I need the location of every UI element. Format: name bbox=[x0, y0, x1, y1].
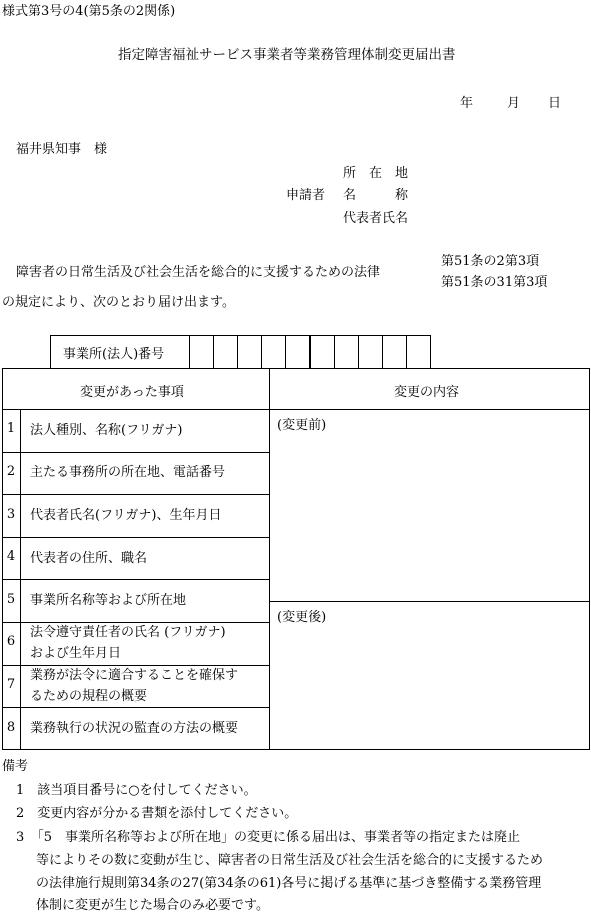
item-label-line: 業務が法令に適合することを確保す bbox=[30, 668, 239, 683]
law-article-1: 第51条の2第3項 bbox=[441, 254, 540, 269]
office-number-digit-box[interactable] bbox=[406, 335, 431, 369]
office-number-label: 事業所(法人)番号 bbox=[63, 347, 165, 362]
office-number-digit-box[interactable] bbox=[213, 335, 238, 369]
item-label-line: るための規程の概要 bbox=[30, 689, 148, 704]
item-label bbox=[30, 622, 226, 664]
date-year: 年 bbox=[460, 96, 474, 111]
note-2: 2 変更内容が分かる書類を添付してください。 bbox=[16, 806, 298, 821]
item-number: 1 bbox=[6, 421, 16, 436]
note-3-line-2: 等によりその数に変動が生じ、障害者の日常生活及び社会生活を総合的に支援するため bbox=[36, 853, 544, 868]
note-3-line-3: の法律施行規則第34条の27(第34条の61)各号に掲げる基準に基づき整備する業務管理 bbox=[36, 876, 542, 891]
item-label bbox=[30, 718, 238, 739]
office-number-digit-box[interactable] bbox=[310, 335, 335, 369]
item-number: 3 bbox=[6, 507, 16, 522]
law-text-cont: の規定により、次のとおり届け出ます。 bbox=[2, 295, 235, 310]
before-label: (変更前) bbox=[277, 418, 327, 433]
col-header-change-content: 変更の内容 bbox=[394, 385, 460, 400]
notes-header: 備考 bbox=[2, 759, 29, 774]
item-label bbox=[30, 420, 183, 441]
office-number-digit-box[interactable] bbox=[261, 335, 286, 369]
item-label-line: 法令遵守責任者の氏名 (フリガナ) bbox=[30, 625, 226, 640]
item-label-line: 業務執行の状況の監査の方法の概要 bbox=[30, 721, 239, 736]
item-number: 8 bbox=[6, 720, 16, 735]
item-number: 5 bbox=[6, 592, 16, 607]
law-article-2: 第51条の31第3項 bbox=[441, 275, 548, 290]
date-month: 月 bbox=[507, 96, 521, 111]
item-number: 7 bbox=[6, 677, 16, 692]
office-number-digit-box[interactable] bbox=[358, 335, 383, 369]
address-label: 所 在 地 bbox=[343, 166, 409, 181]
item-number: 6 bbox=[6, 634, 16, 649]
law-text: 障害者の日常生活及び社会生活を総合的に支援するための法律 bbox=[16, 265, 381, 280]
item-label-line: 代表者の住所、職名 bbox=[30, 551, 148, 566]
note-3-line-4: 体制に変更が生じた場合のみ必要です。 bbox=[36, 898, 269, 913]
office-number-digit-box[interactable] bbox=[237, 335, 262, 369]
item-label-line: 主たる事務所の所在地、電話番号 bbox=[30, 465, 226, 480]
item-label-line: および生年月日 bbox=[30, 646, 122, 661]
note-1: 1 該当項目番号に○を付してください。 bbox=[16, 783, 257, 798]
item-number: 2 bbox=[6, 464, 16, 479]
representative-label: 代表者氏名 bbox=[343, 211, 409, 226]
page-title: 指定障害福祉サービス事業者等業務管理体制変更届出書 bbox=[118, 47, 456, 63]
item-label bbox=[30, 665, 238, 707]
item-label bbox=[30, 462, 225, 483]
item-label bbox=[30, 505, 222, 526]
note-3-line-1: 3 「5 事業所名称等および所在地」の変更に係る届出は、事業者等の指定または廃止 bbox=[16, 830, 521, 845]
item-label-line: 代表者氏名(フリガナ)、生年月日 bbox=[30, 508, 222, 523]
item-label bbox=[30, 590, 186, 611]
date-day: 日 bbox=[548, 96, 562, 111]
office-number-digit-box[interactable] bbox=[382, 335, 407, 369]
item-number: 4 bbox=[6, 549, 16, 564]
office-number-digit-box[interactable] bbox=[334, 335, 359, 369]
office-number-digit-box[interactable] bbox=[285, 335, 310, 369]
addressee: 福井県知事 様 bbox=[16, 142, 108, 157]
applicant-label: 申請者 bbox=[286, 188, 326, 203]
name-label: 名 称 bbox=[343, 188, 409, 203]
col-header-changed-item: 変更があった事項 bbox=[80, 385, 184, 400]
item-label bbox=[30, 548, 147, 569]
office-number-digit-box[interactable] bbox=[189, 335, 214, 369]
after-label: (変更後) bbox=[277, 610, 327, 625]
item-label-line: 法人種別、名称(フリガナ) bbox=[30, 423, 183, 438]
item-label-line: 事業所名称等および所在地 bbox=[30, 593, 187, 608]
form-code: 様式第3号の4(第5条の2関係) bbox=[2, 4, 176, 19]
